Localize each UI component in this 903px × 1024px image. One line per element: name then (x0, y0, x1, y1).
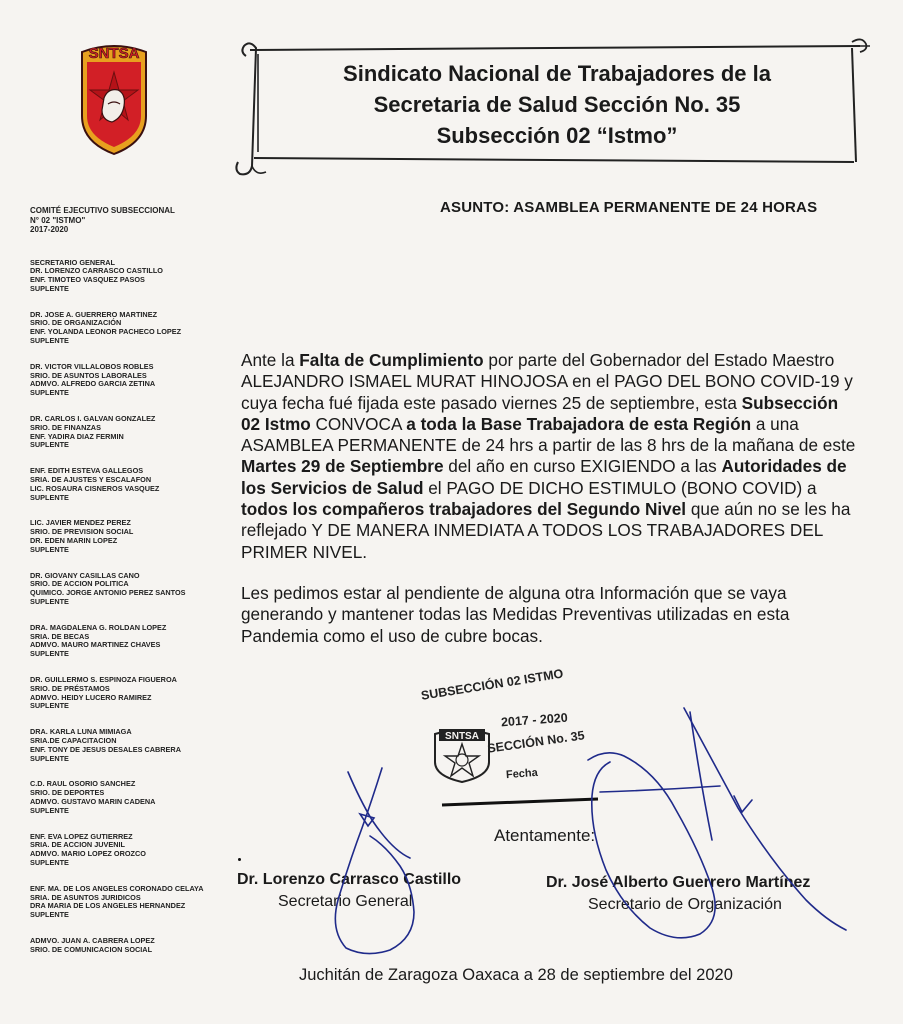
logo-text: SNTSA (88, 45, 140, 62)
place-and-date: Juchitán de Zaragoza Oaxaca a 28 de septiembre del 2020 (299, 966, 733, 984)
sntsa-logo (78, 38, 150, 156)
stamp-seccion: SECCIÓN No. 35 (486, 728, 586, 756)
committee-member-line: ADMVO. MAURO MARTINEZ CHAVES (30, 640, 161, 650)
committee-member-line: SECRETARIO GENERAL (30, 257, 116, 267)
closing-text: Atentamente: (494, 826, 596, 845)
committee-member-list (30, 259, 235, 955)
committee-member-line: DR. GUILLERMO S. ESPINOZA FIGUEROA (30, 675, 177, 684)
committee-member-line: ADMVO. GUSTAVO MARIN CADENA (30, 796, 156, 806)
committee-member-line: SRIO. DE ACCION POLITICA (30, 579, 129, 589)
committee-member-line: DR. GIOVANY CASILLAS CANO (30, 570, 140, 580)
stamp-logo (431, 726, 493, 784)
title-line-3: Subsección 02 “Istmo” (436, 123, 678, 148)
committee-member-group (30, 676, 235, 711)
committee-member-line: QUIMICO. JORGE ANTONIO PEREZ SANTOS (30, 588, 186, 598)
body-text-run: por parte del Gobernador del Estado Maestro ALEJANDRO ISMAEL MURAT HINOJOSA en el PAGO DEL BONO COVID-19 y cuya fecha fué fijada este pasado viernes 25 de septiembre, esta (241, 350, 853, 413)
committee-member-line: ENF. MA. DE LOS ANGELES CORONADO CELAYA (30, 883, 204, 893)
signature-2-stroke (600, 786, 720, 792)
committee-header-line: COMITÉ EJECUTIVO SUBSECCIONAL (30, 206, 175, 215)
committee-member-line: LIC. ROSAURA CISNEROS VASQUEZ (30, 483, 160, 493)
letter-body (241, 350, 866, 647)
committee-member-line: C.D. RAUL OSORIO SANCHEZ (30, 779, 136, 789)
subject-line: ASUNTO: ASAMBLEA PERMANENTE DE 24 HORAS (440, 199, 818, 216)
committee-member-line: SUPLENTE (30, 753, 69, 763)
body-text-run: Ante la (241, 350, 300, 370)
body-text-run: CONVOCA (310, 413, 407, 434)
emphasis-text: Martes 29 de Septiembre (241, 456, 444, 477)
body-paragraph-1 (241, 350, 861, 563)
committee-member-line: SRIO. DE ORGANIZACIÓN (30, 318, 122, 328)
committee-member-line: DR. CARLOS I. GALVAN GONZALEZ (30, 414, 156, 424)
committee-member-line: SUPLENTE (30, 440, 69, 450)
committee-member-line: ADMVO. MARIO LOPEZ OROZCO (30, 849, 146, 859)
body-text-run: que aún no se les ha reflejado Y DE MANERA INMEDIATA A TODOS LOS TRABAJADORES DEL PRIMER NIVEL. (241, 499, 851, 562)
committee-member-line: SRIA. DE ASUNTOS JURIDICOS (30, 892, 141, 902)
committee-member-line: ENF. TONY DE JESUS DESALES CABRERA (30, 744, 181, 754)
committee-member-line: DRA MARIA DE LOS ANGELES HERNANDEZ (30, 901, 186, 911)
signature-1-stroke (348, 772, 410, 858)
committee-member-line: SUPLENTE (30, 388, 69, 398)
signature-line (440, 797, 600, 807)
committee-member-group (30, 467, 235, 502)
title-line-2: Secretaria de Salud Sección No. 35 (373, 92, 741, 117)
committee-member-line: SRIA. DE ACCION JUVENIL (30, 840, 126, 850)
committee-member-line: ENF. EVA LOPEZ GUTIERREZ (30, 831, 133, 841)
body-text-run: el PAGO DE DICHO ESTIMULO (BONO COVID) a (423, 477, 817, 498)
committee-member-line: SRIA.DE CAPACITACION (30, 735, 117, 745)
committee-member-line: ADMVO. ALFREDO GARCIA ZETINA (30, 379, 156, 389)
committee-member-line: ADMVO. HEIDY LUCERO RAMIREZ (30, 692, 152, 702)
dot-mark (238, 858, 241, 861)
emphasis-text: a toda la Base Trabajadora de esta Región (406, 413, 752, 434)
emphasis-text: todos los compañeros trabajadores del Segundo Nivel (241, 499, 687, 520)
document-title (262, 58, 852, 151)
committee-member-line: SRIO. DE PREVISION SOCIAL (30, 527, 134, 537)
committee-member-line: SUPLENTE (30, 649, 69, 659)
committee-member-line: SRIO. DE DEPORTES (30, 788, 105, 798)
signature-1-stroke (360, 814, 374, 826)
committee-header-line: N° 02 "ISTMO" (30, 215, 86, 225)
committee-member-line: ENF. TIMOTEO VASQUEZ PASOS (30, 275, 145, 285)
committee-member-line: SUPLENTE (30, 805, 69, 815)
committee-member-line: SUPLENTE (30, 910, 69, 920)
committee-member-group (30, 363, 235, 398)
committee-member-line: SUPLENTE (30, 701, 69, 711)
signatory-1-name: Dr. Lorenzo Carrasco Castillo (237, 871, 462, 888)
committee-member-line: SRIO. DE PRÉSTAMOS (30, 683, 110, 693)
committee-member-group (30, 415, 235, 450)
committee-member-line: DRA. KARLA LUNA MIMIAGA (30, 727, 132, 737)
committee-member-line: SUPLENTE (30, 544, 69, 554)
committee-member-line: DR. EDEN MARIN LOPEZ (30, 536, 118, 546)
signatory-1-role: Secretario General (278, 893, 413, 910)
committee-member-group (30, 885, 235, 920)
committee-member-line: SRIO. DE FINANZAS (30, 422, 101, 432)
stamp-subseccion: SUBSECCIÓN 02 ISTMO (420, 666, 565, 703)
committee-member-line: SRIA. DE BECAS (30, 631, 90, 641)
committee-member-line: SUPLENTE (30, 283, 69, 293)
committee-header (30, 206, 235, 235)
committee-member-group (30, 624, 235, 659)
committee-member-line: DR. LORENZO CARRASCO CASTILLO (30, 266, 163, 276)
committee-header-line: 2017-2020 (30, 225, 69, 234)
emphasis-text: Falta de Cumplimiento (299, 350, 484, 370)
emphasis-text: Subsección 02 Istmo (241, 392, 839, 434)
committee-member-line: SUPLENTE (30, 857, 69, 867)
stamp-fecha: Fecha (505, 766, 539, 782)
committee-member-group (30, 780, 235, 815)
committee-member-group (30, 833, 235, 868)
committee-member-line: ADMVO. JUAN A. CABRERA LOPEZ (30, 935, 155, 945)
body-text-run: a una ASAMBLEA PERMANENTE de 24 hrs a partir de las 8 hrs de la mañana de este (241, 413, 856, 456)
committee-member-line: ENF. YOLANDA LEONOR PACHECO LOPEZ (30, 327, 182, 337)
committee-member-line: DR. JOSE A. GUERRERO MARTINEZ (30, 309, 158, 319)
committee-member-line: DR. VICTOR VILLALOBOS ROBLES (30, 361, 154, 371)
committee-member-group (30, 572, 235, 607)
signature-2-stroke (734, 796, 752, 812)
committee-sidebar (30, 206, 235, 972)
committee-member-line: SUPLENTE (30, 597, 69, 607)
signatory-2-role: Secretario de Organización (588, 896, 782, 913)
committee-member-line: SRIO. DE COMUNICACION SOCIAL (30, 944, 153, 954)
body-paragraph-2: Les pedimos estar al pendiente de alguna otra Información que se vaya generando y mantener todas las Medidas Preventivas utilizadas en esta Pandemia como el uso de cubre bocas. (241, 582, 790, 646)
committee-member-line: DRA. MAGDALENA G. ROLDAN LOPEZ (30, 622, 167, 632)
committee-member-group (30, 519, 235, 554)
committee-member-line: LIC. JAVIER MENDEZ PEREZ (30, 518, 131, 528)
signature-1-stroke (335, 768, 414, 954)
committee-member-line: SRIO. DE ASUNTOS LABORALES (30, 370, 147, 380)
committee-member-group (30, 311, 235, 346)
committee-member-line: SRIA. DE AJUSTES Y ESCALAFON (30, 475, 152, 485)
emphasis-text: Autoridades de los Servicios de Salud (241, 456, 847, 498)
title-line-1: Sindicato Nacional de Trabajadores de la (343, 61, 771, 86)
committee-member-line: SUPLENTE (30, 336, 69, 346)
committee-member-group (30, 259, 235, 294)
stamp-years: 2017 - 2020 (500, 710, 569, 730)
signatory-2-name: Dr. José Alberto Guerrero Martínez (546, 874, 811, 891)
committee-member-line: ENF. EDITH ESTEVA GALLEGOS (30, 466, 144, 476)
signature-2-stroke (690, 712, 712, 840)
committee-member-line: ENF. YADIRA DIAZ FERMIN (30, 431, 124, 441)
committee-member-group (30, 937, 235, 955)
committee-member-group (30, 728, 235, 763)
body-text-run: del año en curso EXIGIENDO a las (443, 456, 722, 477)
committee-member-line: SUPLENTE (30, 492, 69, 502)
stamp-logo-text: SNTSA (445, 731, 479, 742)
